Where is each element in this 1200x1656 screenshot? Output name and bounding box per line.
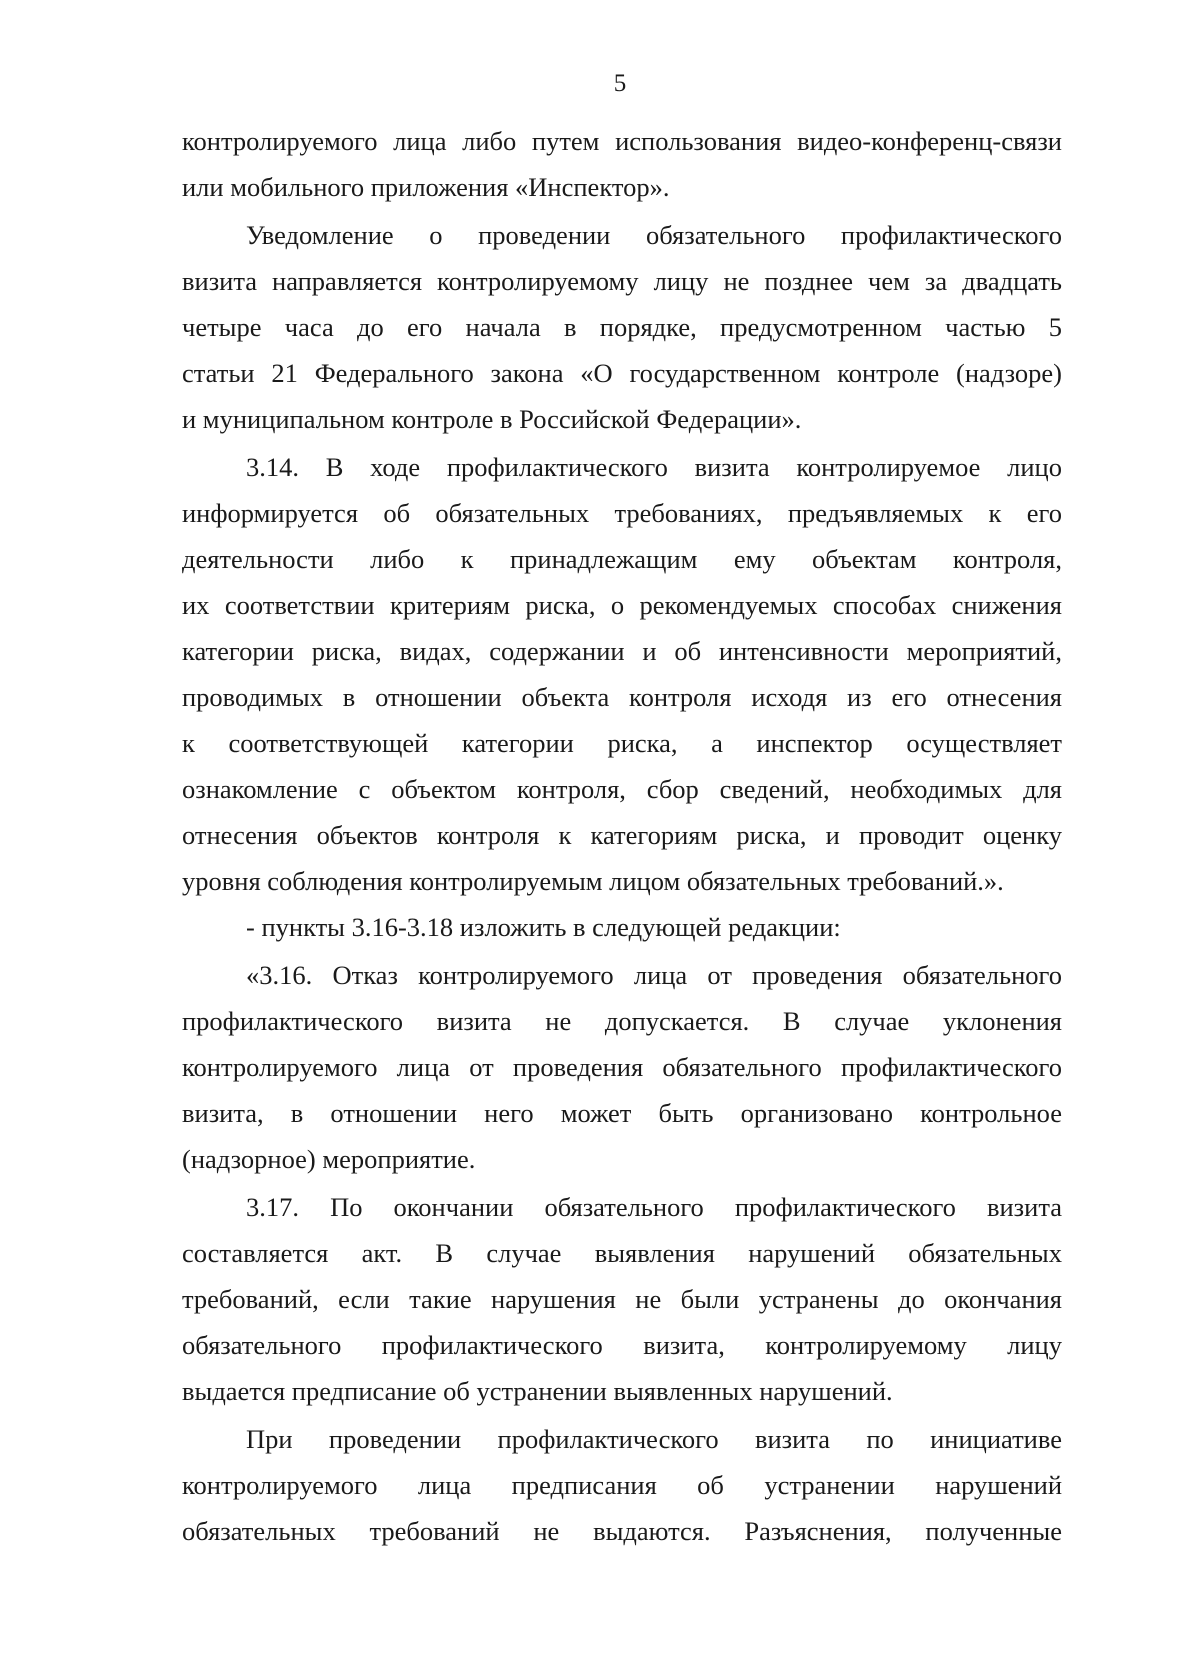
text-line: их соответствии критериям риска, о рекомендуемых способах снижения (182, 590, 1062, 620)
text-line: или мобильного приложения «Инспектор». (182, 172, 670, 202)
text-line: четыре часа до его начала в порядке, предусмотренном частью 5 (182, 312, 1062, 342)
text-line: профилактического визита не допускается. В случае уклонения (182, 1006, 1062, 1036)
text-line: ознакомление с объектом контроля, сбор сведений, необходимых для (182, 774, 1062, 804)
text-line: визита, в отношении него может быть организовано контрольное (182, 1098, 1062, 1128)
text-line: деятельности либо к принадлежащим ему объектам контроля, (182, 544, 1062, 574)
text-line: Уведомление о проведении обязательного профилактического (246, 220, 1062, 250)
text-line: При проведении профилактического визита по инициативе (246, 1424, 1062, 1454)
text-line: требований, если такие нарушения не были устранены до окончания (182, 1284, 1062, 1314)
text-line: визита направляется контролируемому лицу не позднее чем за двадцать (182, 266, 1062, 296)
text-line: обязательного профилактического визита, контролируемому лицу (182, 1330, 1062, 1360)
text-line: контролируемого лица либо путем использования видео-конференц-связи (182, 126, 1062, 156)
text-line: «3.16. Отказ контролируемого лица от проведения обязательного (246, 960, 1062, 990)
text-line: информируется об обязательных требованиях, предъявляемых к его (182, 498, 1062, 528)
text-line: статьи 21 Федерального закона «О государственном контроле (надзоре) (182, 358, 1062, 388)
text-line: к соответствующей категории риска, а инспектор осуществляет (182, 728, 1062, 758)
text-line: (надзорное) мероприятие. (182, 1144, 476, 1174)
text-line: контролируемого лица от проведения обязательного профилактического (182, 1052, 1062, 1082)
text-line: контролируемого лица предписания об устранении нарушений (182, 1470, 1062, 1500)
text-line: обязательных требований не выдаются. Разъяснения, полученные (182, 1516, 1062, 1546)
text-line: отнесения объектов контроля к категориям риска, и проводит оценку (182, 820, 1062, 850)
text-line: 3.17. По окончании обязательного профилактического визита (246, 1192, 1062, 1222)
text-line: уровня соблюдения контролируемым лицом обязательных требований.». (182, 866, 1004, 896)
text-line: проводимых в отношении объекта контроля исходя из его отнесения (182, 682, 1062, 712)
text-line: - пункты 3.16-3.18 изложить в следующей редакции: (246, 912, 841, 942)
page-number: 5 (613, 70, 627, 97)
text-line: составляется акт. В случае выявления нарушений обязательных (182, 1238, 1062, 1268)
text-line: выдается предписание об устранении выявленных нарушений. (182, 1376, 893, 1406)
text-line: 3.14. В ходе профилактического визита контролируемое лицо (246, 452, 1062, 482)
text-line: и муниципальном контроле в Российской Федерации». (182, 404, 802, 434)
text-line: категории риска, видах, содержании и об интенсивности мероприятий, (182, 636, 1062, 666)
